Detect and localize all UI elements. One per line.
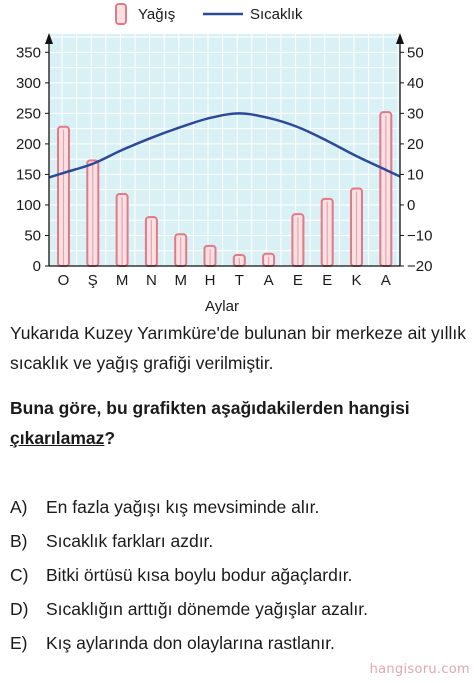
x-tick-label: Ş: [87, 272, 98, 289]
left-tick-label: 250: [15, 105, 41, 123]
right-tick-label: −20: [407, 258, 433, 275]
question-prompt-emphasis: çıkarılamaz: [10, 428, 105, 448]
left-tick-label: 100: [15, 196, 41, 214]
precipitation-bar: [58, 127, 69, 266]
option-d[interactable]: D) Sıcaklığın arttığı dönemde yağışlar azalır.: [10, 599, 368, 619]
x-tick-label: M: [174, 272, 187, 289]
option-a[interactable]: A) En fazla yağışı kış mevsiminde alır.: [10, 497, 320, 517]
legend: [116, 4, 303, 24]
x-tick-label: N: [145, 272, 157, 289]
question-prompt: [10, 393, 468, 453]
precipitation-bar: [380, 112, 391, 266]
answer-options: [10, 490, 368, 660]
option-b[interactable]: B) Sıcaklık farkları azdır.: [10, 531, 214, 551]
x-tick-label: H: [204, 272, 216, 289]
precipitation-bar: [292, 214, 303, 266]
option-e[interactable]: E) Kış aylarında don olaylarına rastlanır.: [10, 633, 335, 653]
x-axis-ticks: [58, 272, 391, 289]
legend-label-sicaklik: Sıcaklık: [250, 6, 303, 23]
x-tick-label: T: [234, 272, 244, 289]
option-c[interactable]: C) Bitki örtüsü kısa boylu bodur ağaçlardır.: [10, 565, 353, 585]
precipitation-bar: [175, 234, 186, 266]
right-axis-ticks: [400, 44, 432, 275]
left-tick-label: 50: [24, 227, 41, 245]
watermark: hangisoru.com: [369, 662, 470, 677]
legend-label-yagis: Yağış: [138, 6, 176, 23]
x-tick-label: M: [115, 272, 129, 289]
x-tick-label: E: [292, 272, 303, 289]
precipitation-bar: [205, 246, 216, 266]
question-text: Yukarıda Kuzey Yarımküre'de bulunan bir merkeze ait yıllık sıcaklık ve yağış grafiği verilmiştir.: [10, 323, 466, 373]
right-tick-label: 20: [407, 135, 424, 153]
x-tick-label: A: [263, 272, 274, 289]
right-tick-label: 40: [407, 74, 424, 92]
right-tick-label: 50: [407, 44, 424, 62]
right-tick-label: 0: [407, 196, 416, 214]
right-tick-label: 10: [407, 166, 424, 184]
x-tick-label: K: [351, 272, 362, 289]
question-prompt-end: ?: [104, 428, 116, 448]
precipitation-bar: [117, 194, 128, 266]
right-tick-label: −10: [407, 227, 433, 245]
x-tick-label: E: [322, 272, 333, 289]
left-axis-ticks: [16, 44, 49, 275]
climate-chart: [0, 0, 476, 318]
left-tick-label: 200: [15, 135, 41, 153]
x-tick-label: O: [57, 272, 70, 289]
question-prompt-start: Buna göre, bu grafikten aşağıdakilerden hangisi: [10, 398, 410, 418]
precipitation-bar: [234, 255, 245, 266]
x-axis-label: Aylar: [205, 298, 239, 315]
precipitation-bar: [263, 254, 274, 266]
legend-bar-swatch: [116, 4, 126, 24]
precipitation-bar: [351, 188, 362, 266]
left-tick-label: 0: [32, 258, 41, 275]
right-tick-label: 30: [407, 105, 424, 123]
precipitation-bar: [146, 217, 157, 266]
x-tick-label: A: [380, 272, 391, 289]
left-tick-label: 350: [15, 44, 41, 62]
left-tick-label: 150: [15, 166, 41, 184]
precipitation-bar: [87, 160, 98, 266]
left-tick-label: 300: [15, 74, 41, 92]
precipitation-bar: [322, 199, 333, 266]
